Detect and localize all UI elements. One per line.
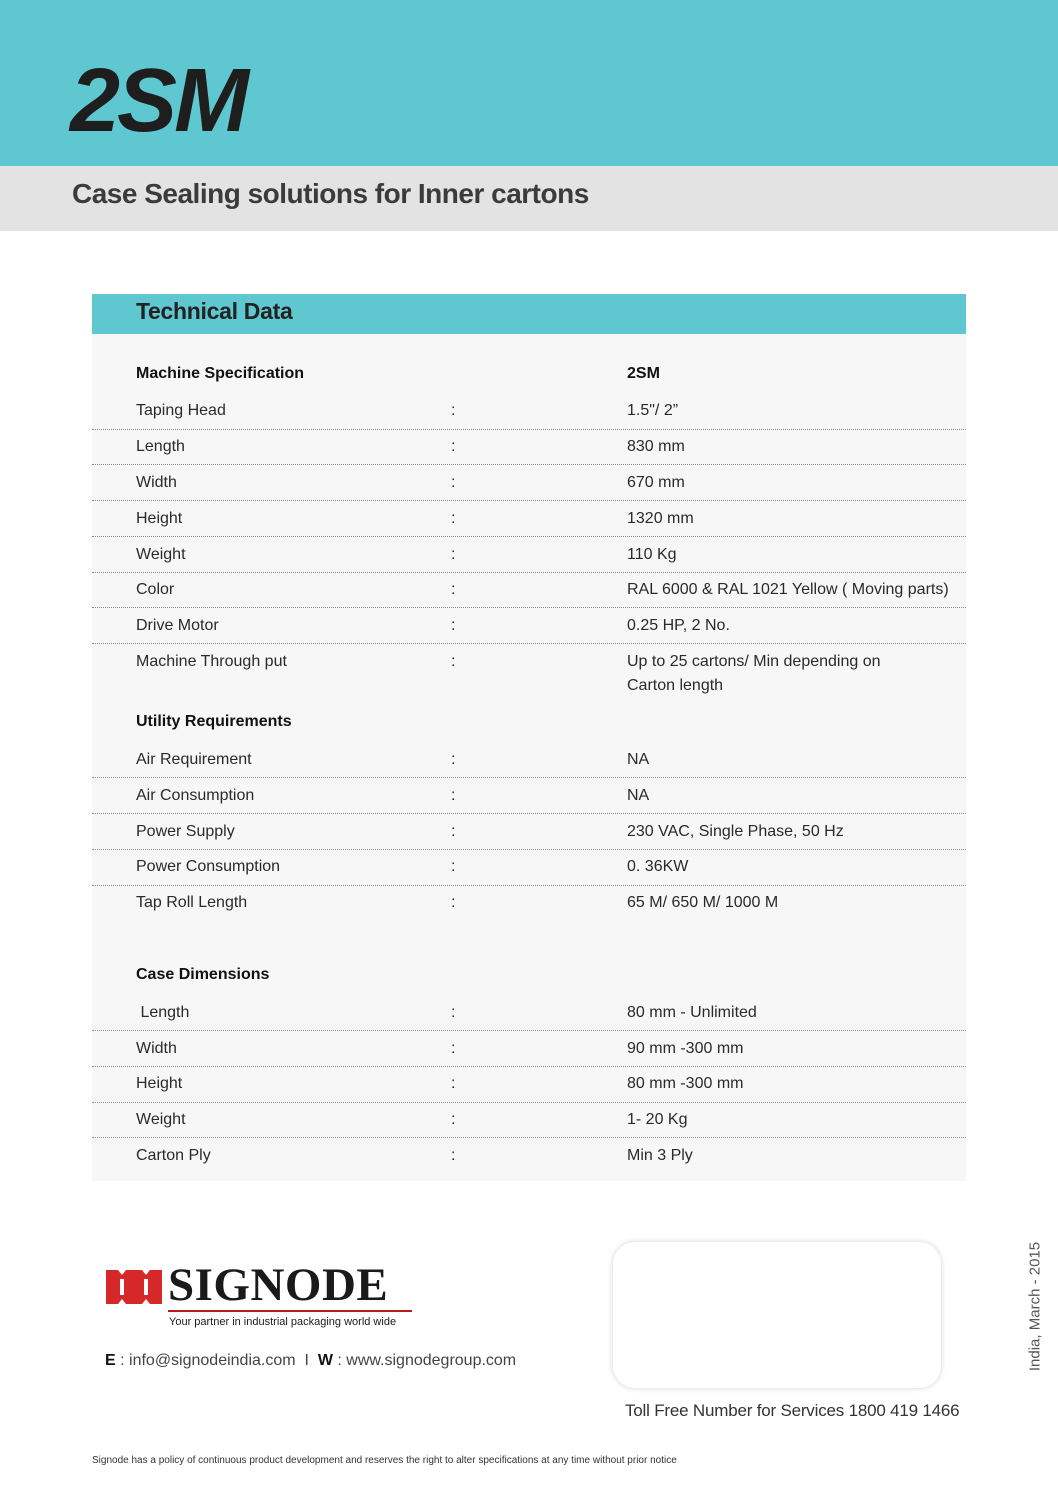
- spec-colon: :: [451, 581, 456, 598]
- row-divider: [92, 500, 966, 501]
- row-divider: [92, 429, 966, 430]
- spec-value: RAL 6000 & RAL 1021 Yellow ( Moving parts): [627, 581, 949, 598]
- spec-label: Weight: [136, 546, 186, 563]
- spec-colon: :: [451, 894, 456, 911]
- row-divider: [92, 813, 966, 814]
- row-divider: [92, 1102, 966, 1103]
- spec-value: 0.25 HP, 2 No.: [627, 617, 730, 634]
- spec-value-line2: Carton length: [627, 677, 724, 694]
- row-divider: [92, 643, 966, 644]
- toll-free-number: Toll Free Number for Services 1800 419 1466: [625, 1401, 960, 1420]
- spec-label: Height: [136, 510, 183, 527]
- spec-colon: :: [451, 617, 456, 634]
- signode-mark-icon: [106, 1270, 162, 1304]
- spec-colon: :: [451, 1075, 456, 1092]
- spec-value: 1.5"/ 2”: [627, 402, 679, 419]
- spec-label: Carton Ply: [136, 1147, 211, 1164]
- spec-colon: :: [451, 1111, 456, 1128]
- spec-value: 90 mm -300 mm: [627, 1040, 744, 1057]
- contact-line: E : info@signodeindia.com I W : www.signodegroup.com: [105, 1352, 517, 1369]
- spec-colon: :: [451, 1147, 456, 1164]
- spec-value: 80 mm -300 mm: [627, 1075, 744, 1092]
- web-label: W: [317, 1352, 333, 1369]
- spec-colon: :: [451, 858, 456, 875]
- machine-spec-heading: Machine Specification: [136, 365, 305, 382]
- spec-label: Width: [136, 474, 177, 491]
- spec-value: 65 M/ 650 M/ 1000 M: [627, 894, 779, 911]
- spec-label: Length: [136, 1004, 190, 1021]
- spec-label: Color: [136, 581, 175, 598]
- spec-colon: :: [451, 823, 456, 840]
- spec-label: Machine Through put: [136, 653, 287, 670]
- email-label: E: [105, 1352, 116, 1369]
- spec-label: Length: [136, 438, 185, 455]
- email-link[interactable]: info@signodeindia.com: [129, 1352, 296, 1369]
- row-divider: [92, 1066, 966, 1067]
- spec-colon: :: [451, 751, 456, 768]
- row-divider: [92, 464, 966, 465]
- spec-colon: :: [451, 787, 456, 804]
- disclaimer-text: Signode has a policy of continuous product development and reserves the right to alter specifications at any time without prior notice: [92, 1455, 677, 1466]
- technical-data-title: Technical Data: [136, 298, 293, 324]
- spec-value: Up to 25 cartons/ Min depending on: [627, 653, 881, 670]
- spec-value: Min 3 Ply: [627, 1147, 693, 1164]
- spec-value: NA: [627, 751, 650, 768]
- spec-colon: :: [451, 1040, 456, 1057]
- spec-colon: :: [451, 438, 456, 455]
- signode-wordmark: SIGNODE: [168, 1259, 389, 1311]
- spec-colon: :: [451, 546, 456, 563]
- logo-tagline: Your partner in industrial packaging world wide: [169, 1316, 397, 1328]
- spec-label: Air Consumption: [136, 787, 255, 804]
- spec-value: 830 mm: [627, 438, 685, 455]
- case-dimensions-heading: Case Dimensions: [136, 966, 270, 983]
- dealer-stamp-box: [613, 1242, 941, 1388]
- spec-colon: :: [451, 474, 456, 491]
- spec-label: Height: [136, 1075, 183, 1092]
- row-divider: [92, 1137, 966, 1138]
- spec-label: Air Requirement: [136, 751, 252, 768]
- machine-spec-model-heading: 2SM: [627, 365, 660, 382]
- spec-value: 0. 36KW: [627, 858, 689, 875]
- web-link[interactable]: www.signodegroup.com: [346, 1352, 517, 1369]
- row-divider: [92, 1030, 966, 1031]
- spec-value: 80 mm - Unlimited: [627, 1004, 757, 1021]
- side-date-note: [1024, 1242, 1046, 1376]
- spec-value: NA: [627, 787, 650, 804]
- spec-colon: :: [451, 653, 456, 670]
- spec-value: 110 Kg: [627, 546, 677, 563]
- logo-underline: [168, 1310, 412, 1312]
- spec-label: Taping Head: [136, 402, 226, 419]
- row-divider: [92, 849, 966, 850]
- spec-label: Width: [136, 1040, 177, 1057]
- utility-heading: Utility Requirements: [136, 713, 292, 730]
- page-subtitle: Case Sealing solutions for Inner cartons: [72, 178, 589, 209]
- spec-label: Power Consumption: [136, 858, 281, 875]
- row-divider: [92, 885, 966, 886]
- spec-colon: :: [451, 510, 456, 527]
- model-title: 2SM: [70, 51, 247, 151]
- row-divider: [92, 572, 966, 573]
- spec-value: 230 VAC, Single Phase, 50 Hz: [627, 823, 844, 840]
- row-divider: [92, 607, 966, 608]
- spec-colon: :: [451, 1004, 456, 1021]
- spec-label: Drive Motor: [136, 617, 219, 634]
- spec-label: Power Supply: [136, 823, 235, 840]
- date-note-text: India, March - 2015: [1026, 1241, 1044, 1372]
- row-divider: [92, 777, 966, 778]
- spec-colon: :: [451, 402, 456, 419]
- row-divider: [92, 536, 966, 537]
- spec-value: 670 mm: [627, 474, 685, 491]
- spec-label: Weight: [136, 1111, 186, 1128]
- spec-label: Tap Roll Length: [136, 894, 248, 911]
- contact-separator: I: [304, 1352, 309, 1369]
- spec-value: 1- 20 Kg: [627, 1111, 688, 1128]
- spec-value: 1320 mm: [627, 510, 694, 527]
